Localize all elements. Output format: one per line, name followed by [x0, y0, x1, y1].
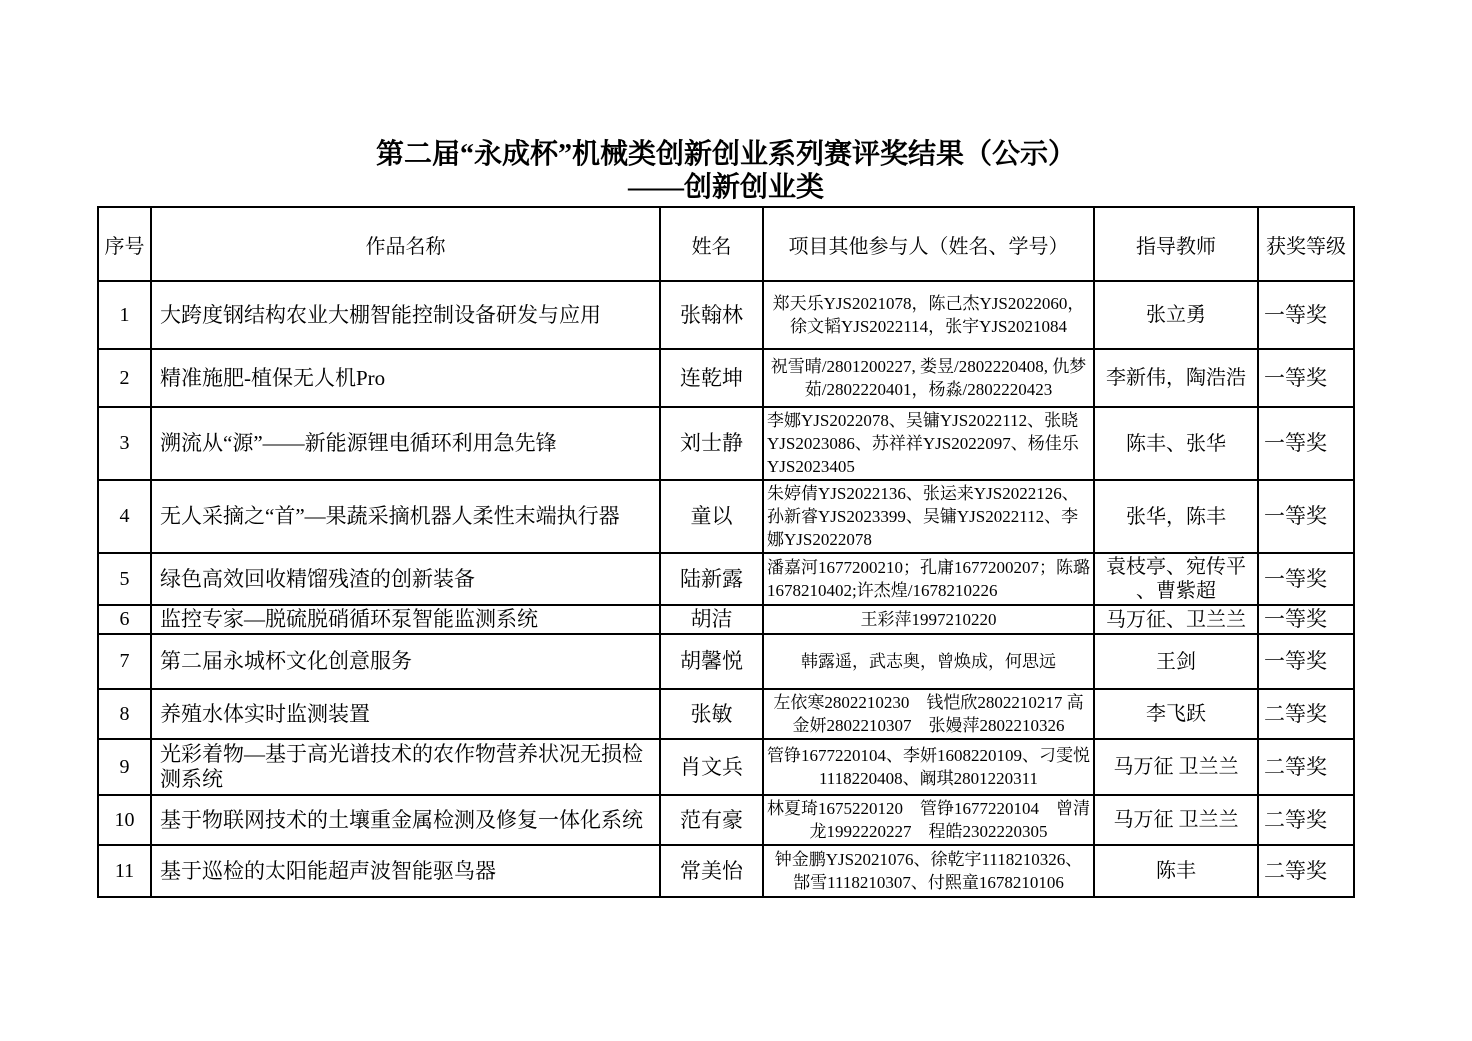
table-row	[98, 634, 1354, 689]
document-body	[97, 0, 1355, 898]
cell-award: 一等奖	[1258, 407, 1354, 480]
cell-teacher: 李飞跃	[1094, 689, 1258, 739]
cell-award: 二等奖	[1258, 689, 1354, 739]
table-row	[98, 845, 1354, 897]
cell-work: 养殖水体实时监测装置	[151, 689, 660, 739]
table-row	[98, 795, 1354, 845]
cell-index: 4	[98, 480, 151, 553]
cell-award: 二等奖	[1258, 739, 1354, 795]
cell-award: 一等奖	[1258, 605, 1354, 634]
cell-name: 胡洁	[660, 605, 763, 634]
cell-teacher: 陈丰	[1094, 845, 1258, 897]
cell-name: 肖文兵	[660, 739, 763, 795]
cell-work: 大跨度钢结构农业大棚智能控制设备研发与应用	[151, 281, 660, 349]
cell-work: 基于巡检的太阳能超声波智能驱鸟器	[151, 845, 660, 897]
cell-work: 绿色高效回收精馏残渣的创新装备	[151, 553, 660, 605]
cell-award: 一等奖	[1258, 349, 1354, 407]
column-header-index: 序号	[98, 207, 151, 281]
cell-award: 二等奖	[1258, 795, 1354, 845]
column-header-participants: 项目其他参与人（姓名、学号）	[763, 207, 1094, 281]
awards-table	[97, 206, 1355, 898]
cell-participants: 林夏琦1675220120 管铮1677220104 曾清龙1992220227 程皓2302220305	[763, 795, 1094, 845]
cell-name: 张翰林	[660, 281, 763, 349]
cell-index: 8	[98, 689, 151, 739]
cell-work: 第二届永城杯文化创意服务	[151, 634, 660, 689]
cell-index: 6	[98, 605, 151, 634]
cell-participants: 钟金鹏YJS2021076、徐乾宇1118210326、郜雪1118210307、付熙童1678210106	[763, 845, 1094, 897]
cell-teacher: 马万征、卫兰兰	[1094, 605, 1258, 634]
cell-work: 精准施肥-植保无人机Pro	[151, 349, 660, 407]
column-header-teacher: 指导教师	[1094, 207, 1258, 281]
cell-teacher: 王剑	[1094, 634, 1258, 689]
cell-name: 陆新露	[660, 553, 763, 605]
cell-award: 一等奖	[1258, 553, 1354, 605]
cell-work: 基于物联网技术的土壤重金属检测及修复一体化系统	[151, 795, 660, 845]
cell-award: 一等奖	[1258, 281, 1354, 349]
column-header-work: 作品名称	[151, 207, 660, 281]
cell-name: 常美怡	[660, 845, 763, 897]
column-header-name: 姓名	[660, 207, 763, 281]
cell-name: 刘士静	[660, 407, 763, 480]
table-body	[98, 281, 1354, 897]
cell-name: 张敏	[660, 689, 763, 739]
cell-participants: 郑天乐YJS2021078，陈己杰YJS2022060，徐文韬YJS2022114，张宇YJS2021084	[763, 281, 1094, 349]
document-subtitle: ——创新创业类	[627, 172, 824, 203]
cell-name: 胡馨悦	[660, 634, 763, 689]
table-row	[98, 480, 1354, 553]
cell-award: 一等奖	[1258, 480, 1354, 553]
cell-participants: 李娜YJS2022078、吴镛YJS2022112、张晓YJS2023086、苏祥祥YJS2022097、杨佳乐YJS2023405	[763, 407, 1094, 480]
cell-index: 7	[98, 634, 151, 689]
cell-index: 9	[98, 739, 151, 795]
cell-participants: 王彩萍1997210220	[763, 605, 1094, 634]
cell-name: 连乾坤	[660, 349, 763, 407]
cell-award: 一等奖	[1258, 634, 1354, 689]
cell-teacher: 马万征 卫兰兰	[1094, 795, 1258, 845]
cell-award: 二等奖	[1258, 845, 1354, 897]
cell-name: 范有豪	[660, 795, 763, 845]
cell-participants: 朱婷倩YJS2022136、张运来YJS2022126、孙新睿YJS2023399、吴镛YJS2022112、李娜YJS2022078	[763, 480, 1094, 553]
cell-index: 3	[98, 407, 151, 480]
cell-participants: 左依寒2802210230 钱恺欣2802210217 高金妍2802210307 张嫚萍2802210326	[763, 689, 1094, 739]
cell-index: 10	[98, 795, 151, 845]
document-title: 第二届“永成杯”机械类创新创业系列赛评奖结果（公示）	[375, 139, 1076, 170]
table-row	[98, 281, 1354, 349]
table-row	[98, 407, 1354, 480]
table-row	[98, 739, 1354, 795]
cell-participants: 韩露遥，武志奥，曾焕成，何思远	[763, 634, 1094, 689]
table-row	[98, 349, 1354, 407]
cell-teacher: 陈丰、张华	[1094, 407, 1258, 480]
cell-participants: 祝雪晴/2801200227, 娄昱/2802220408, 仇梦茹/2802220401，杨淼/2802220423	[763, 349, 1094, 407]
table-row	[98, 689, 1354, 739]
cell-teacher: 张华，陈丰	[1094, 480, 1258, 553]
cell-teacher: 张立勇	[1094, 281, 1258, 349]
cell-teacher: 袁枝亭、宛传平、曹紫超	[1094, 553, 1258, 605]
cell-index: 1	[98, 281, 151, 349]
cell-work: 监控专家—脱硫脱硝循环泵智能监测系统	[151, 605, 660, 634]
cell-teacher: 马万征 卫兰兰	[1094, 739, 1258, 795]
cell-work: 光彩着物—基于高光谱技术的农作物营养状况无损检测系统	[151, 739, 660, 795]
cell-index: 11	[98, 845, 151, 897]
cell-teacher: 李新伟，陶浩浩	[1094, 349, 1258, 407]
cell-work: 无人采摘之“首”—果蔬采摘机器人柔性末端执行器	[151, 480, 660, 553]
cell-name: 童以	[660, 480, 763, 553]
header-row	[98, 207, 1354, 281]
column-header-award: 获奖等级	[1258, 207, 1354, 281]
cell-index: 2	[98, 349, 151, 407]
table-row	[98, 553, 1354, 605]
cell-participants: 潘嘉河1677200210；孔庸1677200207；陈璐1678210402;许杰煌/1678210226	[763, 553, 1094, 605]
table-row	[98, 605, 1354, 634]
cell-work: 溯流从“源”——新能源锂电循环利用急先锋	[151, 407, 660, 480]
cell-participants: 管铮1677220104、李妍1608220109、刁雯悦1118220408、阚琪2801220311	[763, 739, 1094, 795]
cell-index: 5	[98, 553, 151, 605]
